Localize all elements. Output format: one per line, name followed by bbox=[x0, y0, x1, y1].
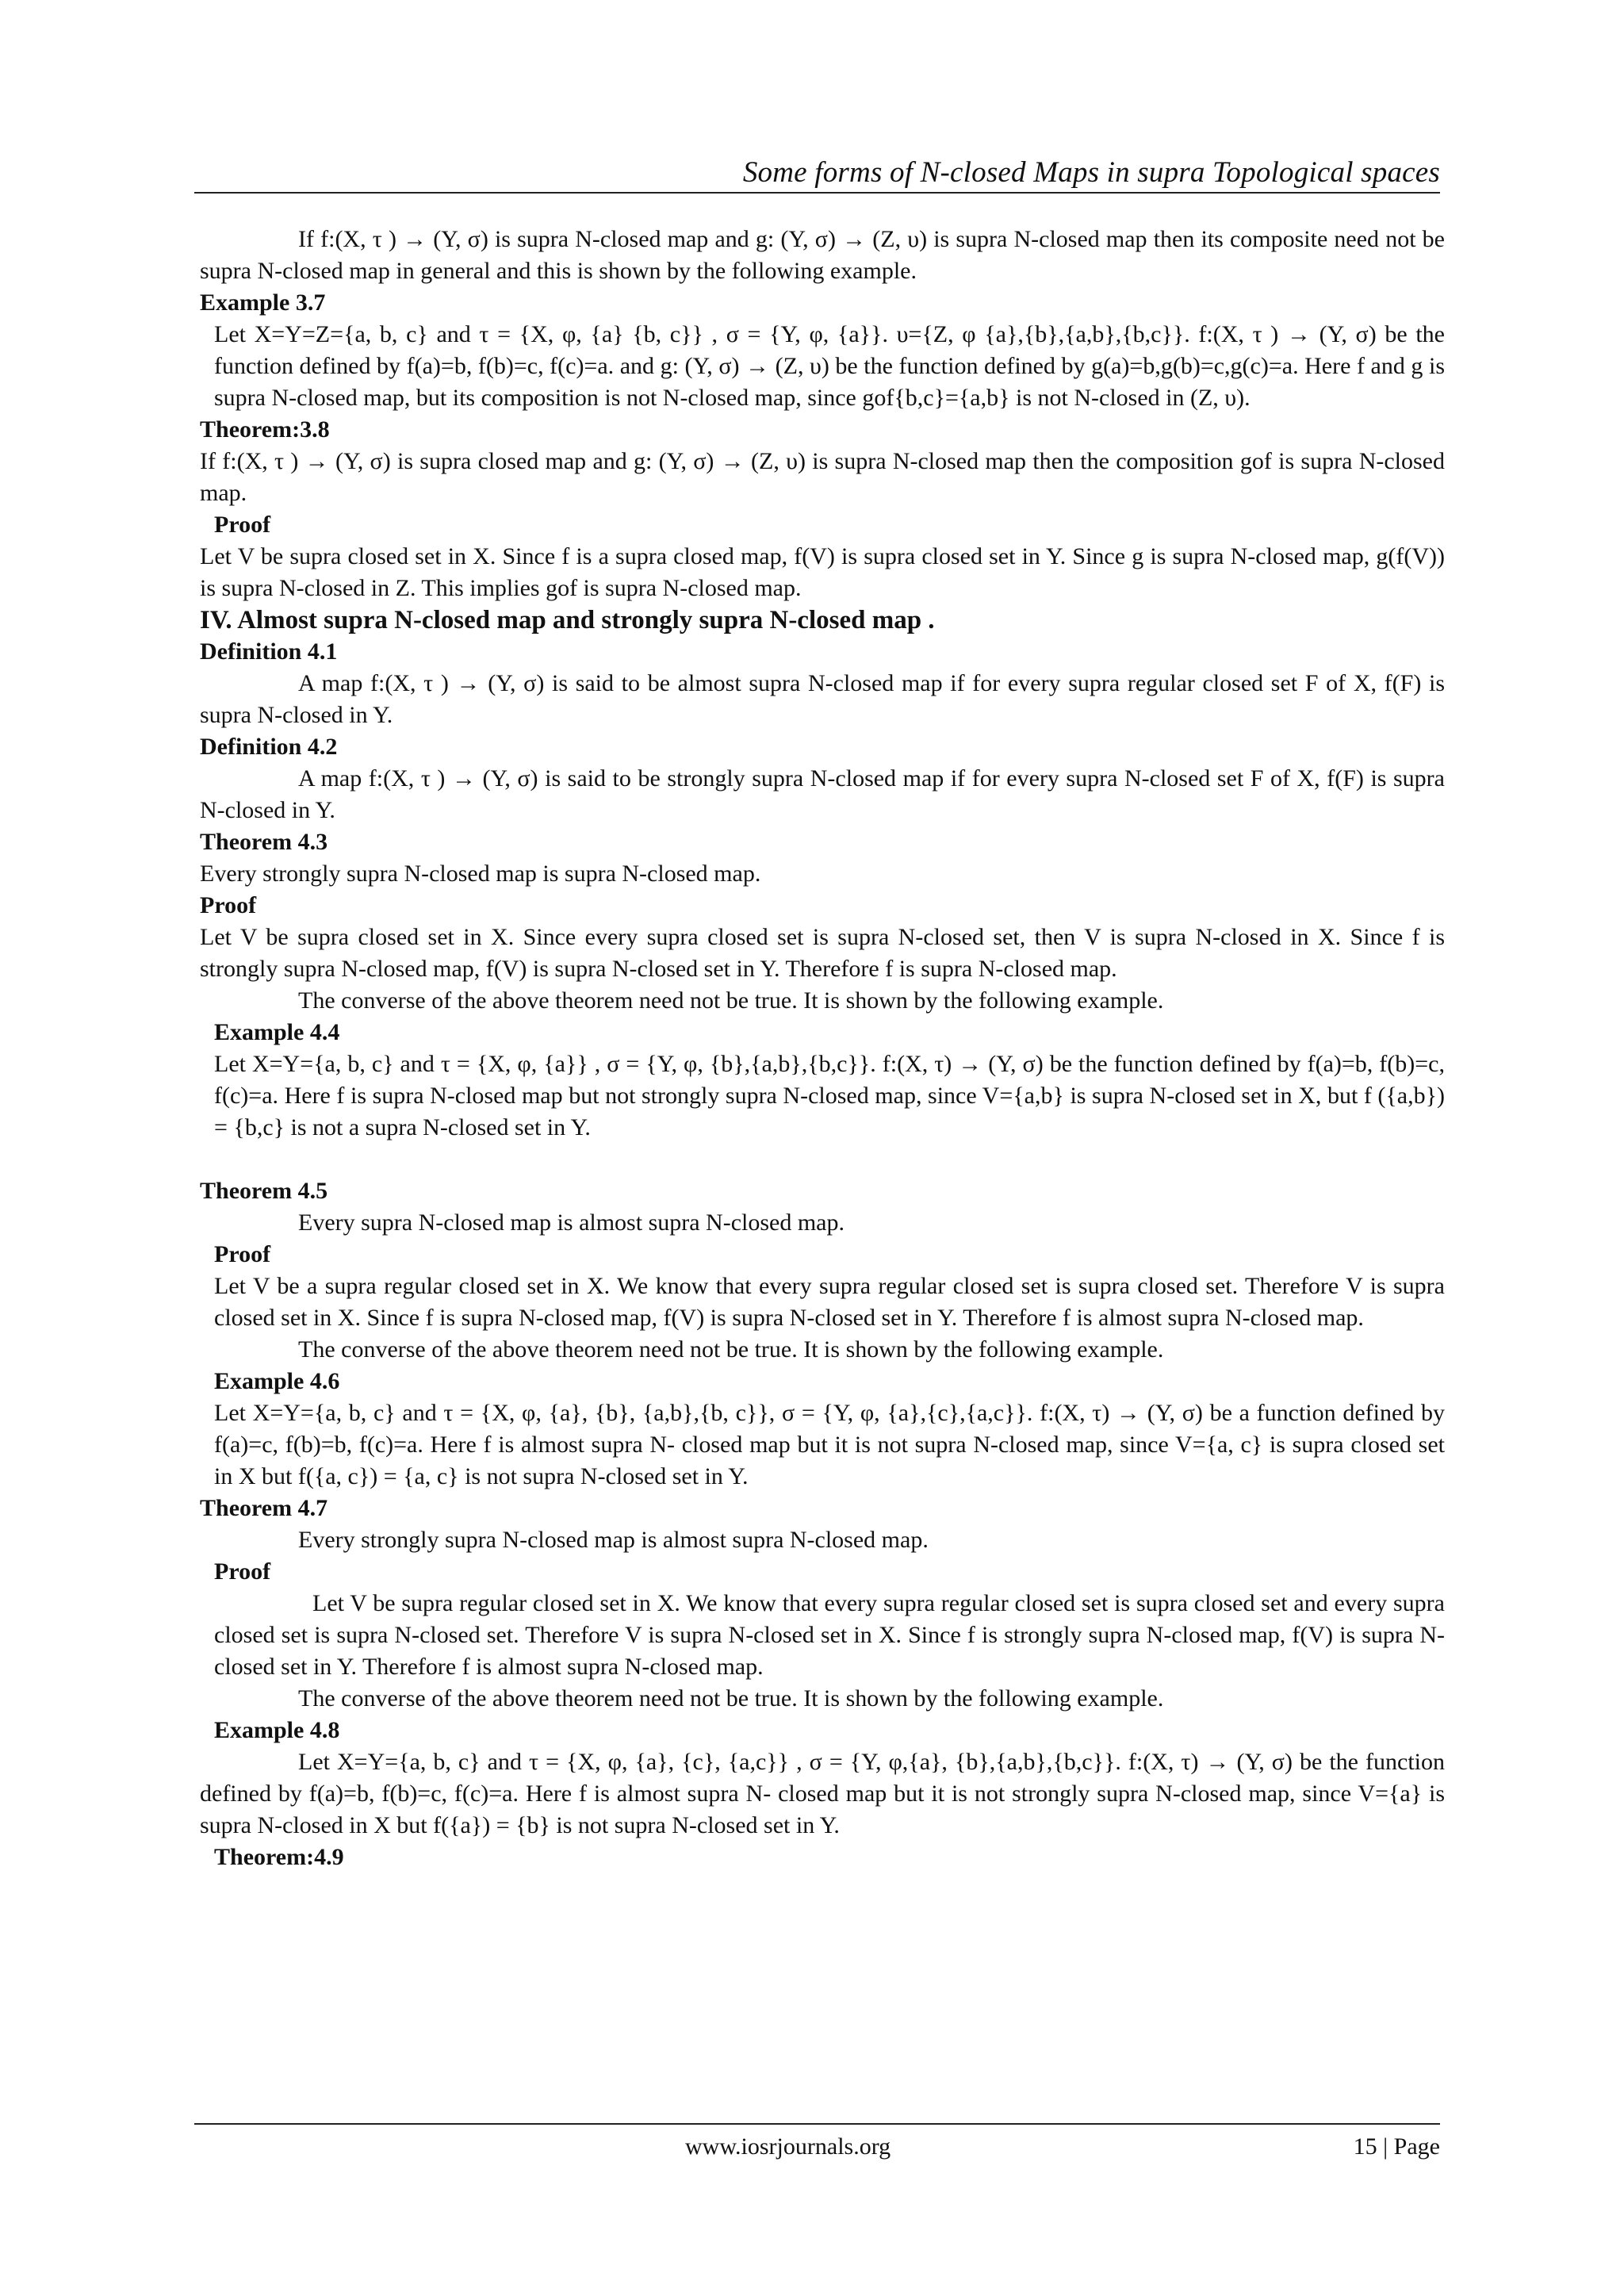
example-4-8-text: Let X=Y={a, b, c} and τ = {X, φ, {a}, {c}, {a,c}} , σ = {Y, φ,{a}, {b},{a,b},{b,c}}. f:(X, τ) → (Y, σ) be the function defined by f(a)=b, f(b)=c, f(c)=a. Here f is almost supra N- closed map but it is not strongly supra N-closed map, since V={a} is supra N-closed in X but f({a}) = {b} is not supra N-closed set in Y. bbox=[200, 1749, 1445, 1838]
converse-4-3-text: The converse of the above theorem need not be true. It is shown by the following example. bbox=[298, 987, 1164, 1014]
definition-4-1-heading: Definition 4.1 bbox=[200, 638, 338, 665]
converse-4-7-text: The converse of the above theorem need not be true. It is shown by the following example. bbox=[298, 1685, 1164, 1711]
proof-4-7-heading: Proof bbox=[214, 1558, 271, 1585]
example-4-4-text: Let X=Y={a, b, c} and τ = {X, φ, {a}} , σ = {Y, φ, {b},{a,b},{b,c}}. f:(X, τ) → (Y, σ) be the function defined by f(a)=b, f(b)=c, f(c)=a. Here f is supra N-closed map but not strongly supra N-closed map, since V={a,b} is supra N-closed set in X, but f ({a,b}) = {b,c} is not a supra N-closed set in Y. bbox=[214, 1051, 1445, 1140]
definition-4-2-heading: Definition 4.2 bbox=[200, 734, 338, 760]
definition-4-1-text: A map f:(X, τ ) → (Y, σ) is said to be almost supra N-closed map if for every supra regular closed set F of X, f(F) is supra N-closed in Y. bbox=[200, 670, 1445, 728]
theorem-4-7-text: Every strongly supra N-closed map is almost supra N-closed map. bbox=[298, 1527, 929, 1553]
example-4-4-heading: Example 4.4 bbox=[214, 1019, 340, 1045]
header-rule bbox=[194, 192, 1440, 194]
definition-4-2-text: A map f:(X, τ ) → (Y, σ) is said to be strongly supra N-closed map if for every supra N-closed set F of X, f(F) is supra N-closed in Y. bbox=[200, 765, 1445, 823]
theorem-3-8-text: If f:(X, τ ) → (Y, σ) is supra closed map and g: (Y, σ) → (Z, υ) is supra N-closed map then the composition gof is supra N-closed map. bbox=[200, 448, 1445, 506]
footer-url: www.iosrjournals.org bbox=[685, 2133, 891, 2160]
proof-3-8-text: Let V be supra closed set in X. Since f is a supra closed map, f(V) is supra closed set in Y. Since g is supra N-closed map, g(f(V)) is supra N-closed in Z. This implies gof is supra N-closed map. bbox=[200, 543, 1445, 601]
converse-4-5-text: The converse of the above theorem need not be true. It is shown by the following example. bbox=[298, 1336, 1164, 1363]
example-3-7-heading: Example 3.7 bbox=[200, 289, 326, 316]
running-title: Some forms of N-closed Maps in supra Topological spaces bbox=[742, 156, 1440, 189]
example-4-6-heading: Example 4.6 bbox=[214, 1368, 340, 1394]
section-4-heading: IV. Almost supra N-closed map and strongly supra N-closed map . bbox=[200, 606, 935, 634]
theorem-4-5-text: Every supra N-closed map is almost supra N-closed map. bbox=[298, 1209, 845, 1236]
proof-3-8-heading: Proof bbox=[214, 512, 271, 538]
proof-4-3-heading: Proof bbox=[200, 892, 257, 918]
theorem-4-9-heading: Theorem:4.9 bbox=[214, 1844, 344, 1870]
intro-paragraph: If f:(X, τ ) → (Y, σ) is supra N-closed map and g: (Y, σ) → (Z, υ) is supra N-closed map then its composite need not be supra N-closed map in general and this is shown by the following example. bbox=[200, 226, 1445, 284]
proof-4-7-text: Let V be supra regular closed set in X. We know that every supra regular closed set is supra closed set and every supra closed set is supra N-closed set. Therefore V is supra N-closed set in X. Since f is strongly supra N-closed map, f(V) is supra N-closed set in Y. Therefore f is almost supra N-closed map. bbox=[214, 1590, 1445, 1680]
example-3-7-text: Let X=Y=Z={a, b, c} and τ = {X, φ, {a} {b, c}} , σ = {Y, φ, {a}}. υ={Z, φ {a},{b},{a,b},{b,c}}. f:(X, τ ) → (Y, σ) be the function defined by f(a)=b, f(b)=c, f(c)=a. and g: (Y, σ) → (Z, υ) be the function defined by g(a)=b,g(b)=c,g(c)=a. Here f and g is supra N-closed map, but its composition is not N-closed map, since gof{b,c}={a,b} is not N-closed in (Z, υ). bbox=[214, 321, 1445, 411]
theorem-3-8-heading: Theorem:3.8 bbox=[200, 416, 330, 443]
theorem-4-3-heading: Theorem 4.3 bbox=[200, 829, 328, 855]
theorem-4-7-heading: Theorem 4.7 bbox=[200, 1495, 328, 1521]
example-4-8-heading: Example 4.8 bbox=[214, 1717, 340, 1743]
proof-4-3-text: Let V be supra closed set in X. Since every supra closed set is supra N-closed set, then V is supra N-closed in X. Since f is strongly supra N-closed map, f(V) is supra N-closed set in Y. Therefore f is supra N-closed map. bbox=[200, 924, 1445, 982]
spacer bbox=[200, 1144, 1445, 1175]
example-4-6-text: Let X=Y={a, b, c} and τ = {X, φ, {a}, {b}, {a,b},{b, c}}, σ = {Y, φ, {a},{c},{a,c}}. f:(X, τ) → (Y, σ) be a function defined by f(a)=c, f(b)=b, f(c)=a. Here f is almost supra N- closed map but it is not supra N-closed map, since V={a, c} is supra closed set in X but f({a, c}) = {a, c} is not supra N-closed set in Y. bbox=[214, 1400, 1445, 1489]
page-number: 15 | Page bbox=[1353, 2133, 1440, 2160]
proof-4-5-heading: Proof bbox=[214, 1241, 271, 1267]
body-text bbox=[200, 224, 1445, 1873]
proof-4-5-text: Let V be a supra regular closed set in X. We know that every supra regular closed set is supra closed set. Therefore V is supra closed set in X. Since f is supra N-closed map, f(V) is supra N-closed set in Y. Therefore f is almost supra N-closed map. bbox=[214, 1273, 1445, 1331]
theorem-4-3-text: Every strongly supra N-closed map is supra N-closed map. bbox=[200, 861, 761, 887]
theorem-4-5-heading: Theorem 4.5 bbox=[200, 1178, 328, 1204]
footer-rule bbox=[194, 2123, 1440, 2125]
